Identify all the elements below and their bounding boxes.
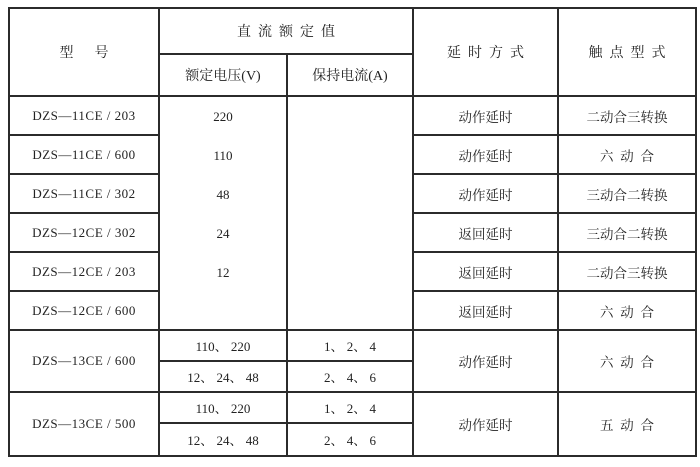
contact-cell: 六 动 合 [559,136,695,175]
voltage-cell: 220 [160,97,288,136]
delay-cell: 返回延时 [414,292,559,331]
model-cell: DZS—13CE / 500 [10,393,160,455]
current-cell: 1、 2、 4 [288,331,414,362]
delay-cell: 动作延时 [414,331,559,393]
table-row-group [10,331,695,362]
table-row [10,175,695,214]
model-cell: DZS—12CE / 600 [10,292,160,331]
model-cell: DZS—12CE / 302 [10,214,160,253]
header-holding-current: 保持电流(A) [288,55,414,97]
contact-cell: 六 动 合 [559,331,695,393]
model-cell: DZS—11CE / 302 [10,175,160,214]
header-contact-type: 触 点 型 式 [559,9,695,97]
voltage-cell: 110、 220 [160,331,288,362]
header-rated-voltage: 额定电压(V) [160,55,288,97]
contact-cell: 五 动 合 [600,418,654,433]
current-cell: 2、 4、 6 [288,424,414,455]
current-cell [288,97,414,136]
delay-cell: 返回延时 [414,253,559,292]
current-cell [288,253,414,292]
voltage-cell: 12 [160,253,288,292]
header-model: 型 号 [10,9,160,97]
model-cell: DZS—13CE / 600 [10,331,160,393]
table-row [10,136,695,175]
header-row-1 [10,9,695,55]
delay-cell: 动作延时 [414,175,559,214]
delay-cell: 动作延时 [414,97,559,136]
spec-table [8,7,697,457]
delay-cell: 动作延时 [414,136,559,175]
contact-cell: 二动合三转换 [559,253,695,292]
table-row-group [10,393,695,424]
voltage-cell [160,292,288,331]
contact-cell: 三动合二转换 [559,175,695,214]
contact-cell: 二动合三转换 [559,97,695,136]
voltage-cell: 110 [160,136,288,175]
current-cell [288,214,414,253]
current-cell [288,175,414,214]
table-row [10,97,695,136]
contact-cell: 六 动 合 [559,292,695,331]
current-cell [288,136,414,175]
voltage-cell: 12、 24、 48 [160,424,288,455]
current-cell: 1、 2、 4 [288,393,414,424]
contact-cell: 三动合二转换 [559,214,695,253]
table-row [10,253,695,292]
model-cell: DZS—11CE / 600 [10,136,160,175]
current-cell: 2、 4、 6 [288,362,414,393]
table-row [10,292,695,331]
voltage-cell: 24 [160,214,288,253]
model-cell: DZS—11CE / 203 [10,97,160,136]
voltage-cell: 12、 24、 48 [160,362,288,393]
header-delay-mode: 延 时 方 式 [414,9,559,97]
model-cell: DZS—12CE / 203 [10,253,160,292]
current-cell [288,292,414,331]
delay-cell: 动作延时 [414,393,559,455]
header-dc-rated-group: 直 流 额 定 值 [160,9,414,55]
table-row [10,214,695,253]
delay-cell: 返回延时 [414,214,559,253]
voltage-cell: 48 [160,175,288,214]
voltage-cell: 110、 220 [160,393,288,424]
